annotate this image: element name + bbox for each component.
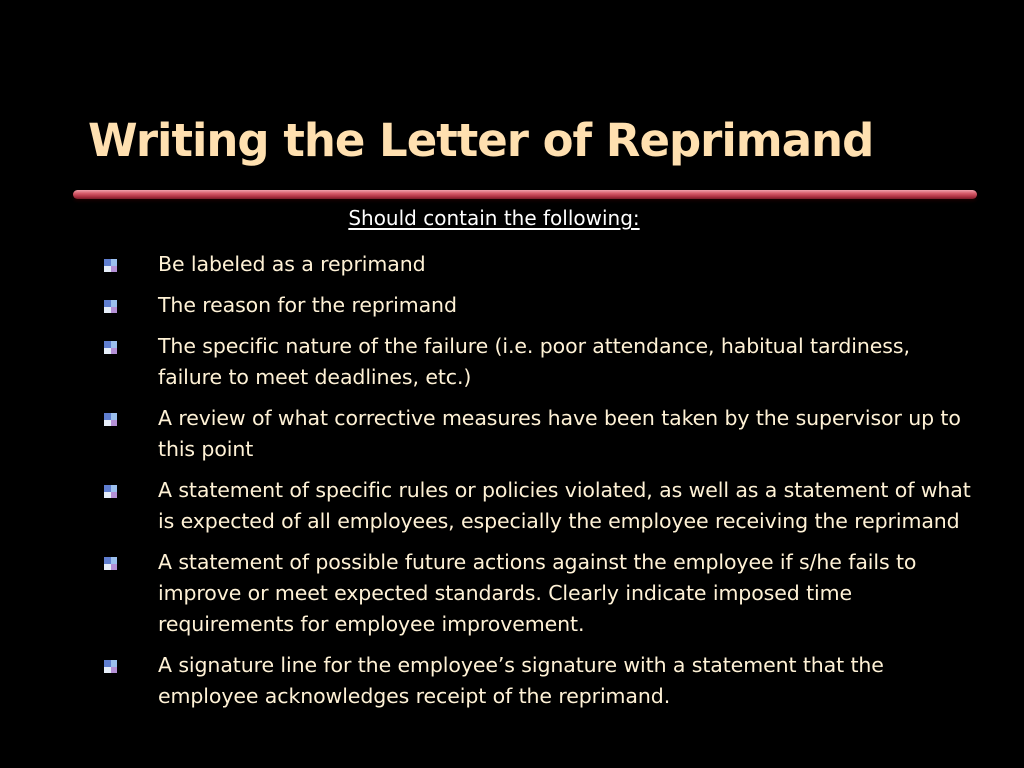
list-item — [100, 403, 980, 465]
bullet-square-icon — [104, 300, 117, 313]
bullet-list — [100, 249, 980, 722]
bullet-text: The reason for the reprimand — [158, 293, 457, 317]
bullet-text: A statement of possible future actions against the employee if s/he fails to improve or meet expected standards. Clearly indicate imposed time requirements for employee improvement. — [158, 550, 917, 636]
bullet-square-icon — [104, 259, 117, 272]
bullet-text: A signature line for the employee’s signature with a statement that the employee acknowledges receipt of the reprimand. — [158, 653, 884, 708]
bullet-square-icon — [104, 413, 117, 426]
bullet-text: A statement of specific rules or policies violated, as well as a statement of what is expected of all employees, especially the employee receiving the reprimand — [158, 478, 971, 533]
bullet-square-icon — [104, 557, 117, 570]
slide-title: Writing the Letter of Reprimand — [88, 114, 874, 167]
list-item — [100, 331, 980, 393]
list-item — [100, 650, 980, 712]
bullet-text: A review of what corrective measures have been taken by the supervisor up to this point — [158, 406, 961, 461]
list-item — [100, 547, 980, 640]
bullet-square-icon — [104, 341, 117, 354]
title-divider — [73, 190, 977, 199]
list-item — [100, 475, 980, 537]
slide-subtitle: Should contain the following: — [348, 206, 640, 230]
list-item — [100, 290, 980, 321]
bullet-text: Be labeled as a reprimand — [158, 252, 426, 276]
bullet-square-icon — [104, 660, 117, 673]
bullet-text: The specific nature of the failure (i.e. poor attendance, habitual tardiness, failure to meet deadlines, etc.) — [158, 334, 910, 389]
list-item — [100, 249, 980, 280]
bullet-square-icon — [104, 485, 117, 498]
